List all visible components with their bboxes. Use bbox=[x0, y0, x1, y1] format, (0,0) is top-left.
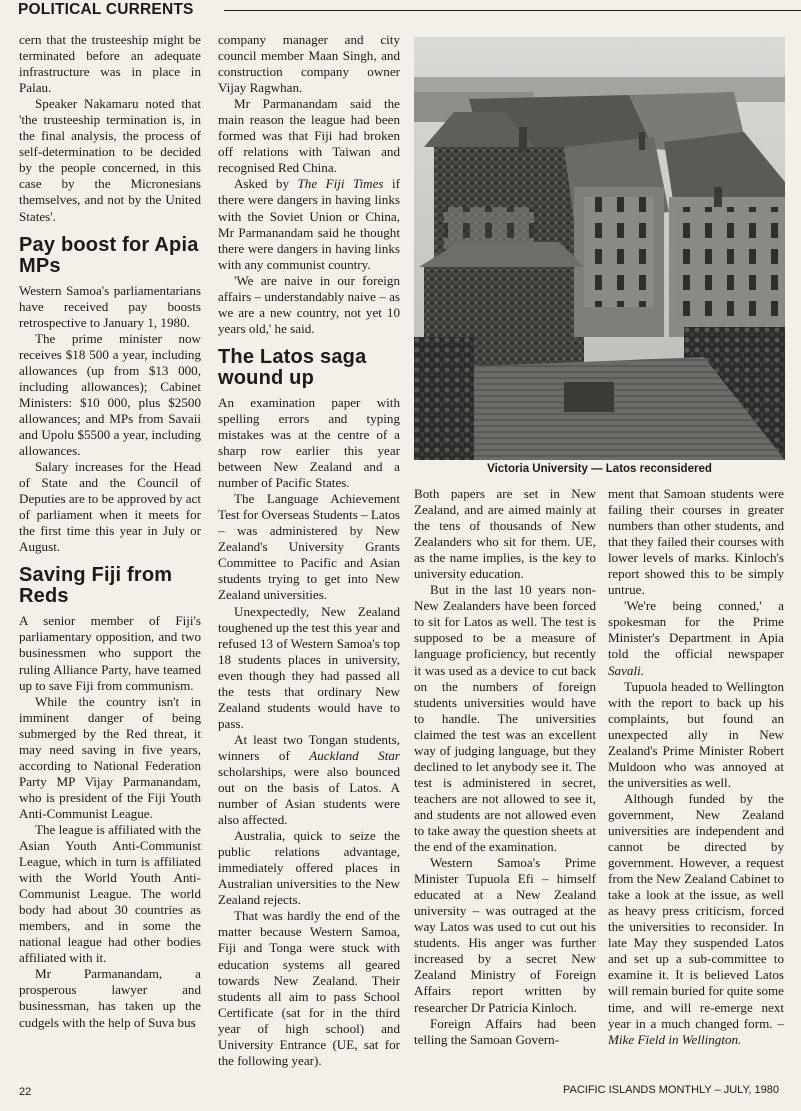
paragraph bbox=[218, 732, 400, 828]
newspaper-name: Auckland Star bbox=[309, 747, 400, 763]
paragraph: company manager and city council member Maan Singh, and construction company owner Vijay Ragwhan. bbox=[218, 32, 400, 96]
paragraph: A senior member of Fiji's parliamentary opposition, and two businessmen who support the ruling Alliance Party, have teamed up to save Fiji from communism. bbox=[19, 613, 201, 693]
column-4 bbox=[608, 486, 784, 1048]
paragraph: cern that the trusteeship might be terminated before an adequate infrastructure was in place in Palau. bbox=[19, 32, 201, 96]
text-run: At least two Tongan students, winners of bbox=[218, 731, 400, 763]
headline-latos-saga: The Latos saga wound up bbox=[218, 345, 367, 389]
paragraph: That was hardly the end of the matter because Western Samoa, Fiji and Tonga were stuck with education systems all geared towards New Zealand. Their students all aim to pass School Certificate (sat for in the third year of high school) and University Entrance (UE, sat for the following year). bbox=[218, 908, 400, 1068]
paragraph: Tupuola headed to Wellington with the report to back up his complaints, but found an unexpected ally in New Zealand's Prime Minister Robert Muldoon who was annoyed at the universities as well. bbox=[608, 678, 784, 790]
headline-pay-boost: Pay boost for Apia MPs bbox=[19, 233, 199, 277]
byline: Mike Field in Wellington. bbox=[608, 1031, 742, 1047]
page-number: 22 bbox=[19, 1086, 32, 1098]
paragraph: Australia, quick to seize the public relations advantage, immediately offered places in Australian universities to the New Zealand rejects. bbox=[218, 828, 400, 908]
paragraph: Unexpectedly, New Zealand toughened up the test this year and refused 13 of Western Samoa's top 18 students places in university, even though they had passed all the tests that ordinary New Zealand students would have to pass. bbox=[218, 603, 400, 731]
page-header bbox=[0, 0, 801, 22]
text-run: 'We're being conned,' a spokesman for the Prime Minister's Department in Apia told the official newspaper bbox=[608, 598, 784, 662]
column-3 bbox=[414, 486, 596, 1048]
paragraph: Salary increases for the Head of State and the Council of Deputies are to be approved by act of parliament when it meets for the first time this year in July or August. bbox=[19, 459, 201, 555]
magazine-footer: PACIFIC ISLANDS MONTHLY – JULY, 1980 bbox=[562, 1084, 779, 1096]
section-title: POLITICAL CURRENTS bbox=[18, 1, 194, 18]
paragraph: While the country isn't in imminent danger of being submerged by the Red threat, it may need saving in five years, according to National Federation Party MP Vijay Parmanandam, who is president of the Fiji Youth Anti-Communist League. bbox=[19, 693, 201, 821]
paragraph bbox=[608, 791, 784, 1048]
paragraph: Western Samoa's Prime Minister Tupuola Efi – himself educated at a New Zealand university – was outraged at the way Latos was used to cut out his students. His anger was further increased by a secret New Zealand Ministry of Foreign Affairs report written by researcher Dr Patricia Kinloch. bbox=[414, 855, 596, 1015]
paragraph bbox=[608, 598, 784, 678]
newspaper-name: The Fiji Times bbox=[297, 176, 384, 192]
paragraph: The prime minister now receives $18 500 a year, including allowances (up from $13 000, including allowances); Cabinet Ministers: $10 000, plus $2500 allowances; and MPs from Savaii and Upolu $5500 a year, including allowances. bbox=[19, 330, 201, 459]
paragraph: The Language Achievement Test for Overseas Students – Latos – was administered by New Zealand's University Grants Committee to Pacific and Asian students trying to get into New Zealand universities. bbox=[218, 491, 400, 603]
header-rule bbox=[224, 10, 801, 11]
paragraph: 'We are naive in our foreign affairs – understandably naive – as we are a new country, not yet 10 years old,' he said. bbox=[218, 272, 400, 336]
headline-saving-fiji: Saving Fiji from Reds bbox=[19, 564, 173, 608]
text-run: Asked by bbox=[234, 176, 298, 192]
paragraph: Speaker Nakamaru noted that 'the trusteeship termination is, in the final analysis, the process of self-determination to be decided by the people concerned, in this case by the Micronesians themselves, and not by the United States'. bbox=[19, 96, 201, 224]
paragraph: The league is affiliated with the Asian Youth Anti-Communist League, which in turn is affiliated with the World Youth Anti-Communist League. The world body had about 30 countries as members, and in some the national league had other bodies affiliated with it. bbox=[19, 821, 201, 966]
university-photo bbox=[414, 37, 785, 460]
paragraph: Mr Parmanandam, a prosperous lawyer and businessman, has taken up the cudgels with the help of Suva bus bbox=[19, 966, 201, 1030]
paragraph: An examination paper with spelling errors and typing mistakes was at the centre of a sharp row earlier this year between New Zealand and a number of Pacific States. bbox=[218, 394, 400, 491]
newspaper-name: Savali. bbox=[608, 662, 645, 678]
paragraph: Both papers are set in New Zealand, and are aimed mainly at the tens of thousands of New Zealanders who sit for them. UE, as the name implies, is the key to university education. bbox=[414, 486, 596, 582]
text-run: if there were dangers in having links with the Soviet Union or China, Mr Parmanandam said he thought there were dangers in having links with any communist country. bbox=[218, 176, 400, 272]
text-run: scholarships, were also bounced out on the basis of Latos. A number of Asian students were also affected. bbox=[218, 763, 400, 828]
column-1 bbox=[19, 32, 201, 1031]
column-2 bbox=[218, 32, 400, 1069]
text-run: Although funded by the government, New Zealand universities are independent and cannot be directed by government. However, a request from the New Zealand Cabinet to take a look at the issue, as well as heavy press criticism, forced the universities to reconsider. In late May they suspended Latos and set up a sub-committee to examine it. It is believed Latos will remain buried for quite some time, and will re-emerge next year in a much changed form. – bbox=[608, 790, 784, 1031]
paragraph: Foreign Affairs had been telling the Samoan Govern- bbox=[414, 1015, 596, 1047]
photo-caption: Victoria University — Latos reconsidered bbox=[487, 463, 712, 475]
paragraph: Mr Parmanandam said the main reason the league had been formed was that Fiji had broken off relations with Taiwan and recognised Red China. bbox=[218, 96, 400, 176]
paragraph: ment that Samoan students were failing their courses in greater numbers than other students, and that they failed their courses with lower levels of marks. Kinloch's report showed this to be simply untrue. bbox=[608, 486, 784, 598]
paragraph: Western Samoa's parliamentarians have received pay boosts retrospective to January 1, 1980. bbox=[19, 282, 201, 330]
paragraph bbox=[218, 176, 400, 272]
paragraph: But in the last 10 years non-New Zealanders have been forced to sit for Latos as well. The test is supposed to be a measure of language proficiency, but recently it was used as a device to cut back on the numbers of foreign students universities would have to handle. The universities claimed the test was an excellent way of judging language, but they declined to let anybody see it. The test is administered in secret, teachers are not allowed to see it, and students are not allowed even to take away the question sheets at the end of the examination. bbox=[414, 582, 596, 855]
